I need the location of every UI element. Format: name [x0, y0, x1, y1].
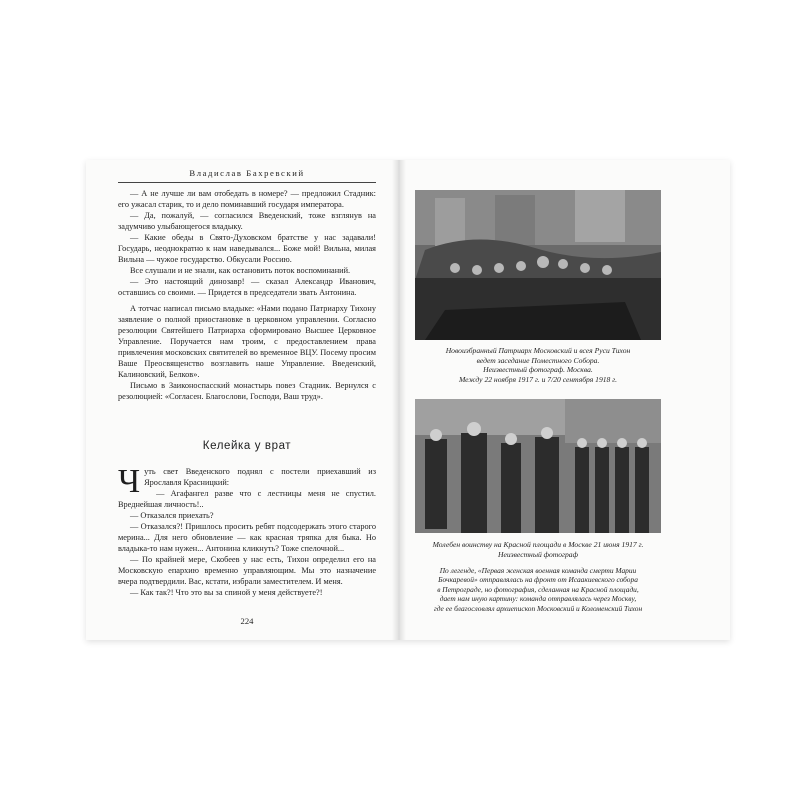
header-rule	[118, 182, 376, 183]
right-page	[412, 190, 664, 613]
running-head: Владислав Бахревский	[189, 168, 305, 178]
note-line: По легенде, «Первая женская военная команда смерти Марии	[439, 566, 637, 575]
photo-caption	[412, 346, 664, 384]
paragraph: — Это настоящий динозавр! — сказал Александр Иванович, оставшись со своими. — Придется в председатели звать Антонина.	[118, 277, 376, 297]
photo-sobor	[415, 190, 661, 340]
paragraph: — Агафангел разве что с лестницы меня не спустил. Вреднейшая личность!..	[118, 489, 376, 509]
paragraph: — Как так?! Что это вы за спиной у меня действуете?!	[130, 588, 323, 597]
caption-line: Неизвестный фотограф. Москва.	[483, 365, 593, 375]
section-text	[118, 463, 376, 598]
body-text	[118, 188, 376, 402]
note-line: где ее благословлял архиепископ Московский и Коломенский Тихон	[433, 603, 643, 613]
paragraph-text: уть свет Введенского поднял с постели приехавший из Ярославля Красницкий:	[144, 467, 376, 487]
page-number: 224	[240, 616, 254, 626]
drop-cap: Ч	[118, 463, 141, 500]
paragraph: Письмо в Заиконоспасский монастырь повез Стадник. Вернулся с резолюцией: «Согласен. Благослови, Господи, Ваш труд».	[118, 381, 376, 401]
photo-caption	[412, 540, 664, 559]
caption-line: Неизвестный фотограф	[498, 549, 578, 559]
paragraph: Все слушали и не знали, как остановить поток воспоминаний.	[130, 266, 351, 275]
photo-note	[412, 566, 664, 613]
note-line: Бочкаревой» отправлялась на фронт от Исаакиевского собора	[438, 575, 638, 585]
paragraph: — А не лучше ли вам отобедать в номере? — предложил Стадник: его ужасал старик, то и дело поминавший государя императора.	[118, 189, 376, 209]
caption-line: Новоизбранный Патриарх Московский и всея Руси Тихон	[445, 346, 631, 355]
left-page	[118, 168, 376, 628]
paragraph: — Да, пожалуй, — согласился Введенский, тоже взглянув на задумчиво улыбающегося владыку.	[118, 211, 376, 231]
note-line: дает нам иную картину: команда отправлялась через Москву,	[439, 594, 637, 604]
caption-line: ведет заседание Поместного Собора.	[476, 355, 600, 365]
paragraph: — Какие обеды в Свято-Духовском братстве у нас задавали! Государь, неоднократно к нам наведывался... Боже мой! Вильна, милая Вильна — чужое государство. Обкусали Россию.	[118, 233, 376, 264]
caption-line: Между 22 ноября 1917 г. и 7/20 сентября 1918 г.	[458, 374, 618, 384]
paragraph: — По крайней мере, Скобеев у нас есть, Тихон определил его на Московскую епархию временно управляющим. Мы это назначение вчера подтвердили. Вас, кстати, избрали заместителем. И меня.	[118, 555, 376, 586]
caption-line: Молебен воинству на Красной площади в Москве 21 июня 1917 г.	[432, 540, 644, 549]
paragraph: — Отказался приехать?	[130, 511, 214, 520]
paragraph: — Отказался?! Пришлось просить ребят подсодержать этого старого мерина... Для него обновление — как красная тряпка для быка. Но владыка-то нам нужен... Антонина кликнуть? Тоже спелочной...	[118, 522, 376, 553]
photo-moleben	[415, 399, 661, 533]
paragraph: А тотчас написал письмо владыке: «Нами подано Патриарху Тихону заявление о полной приостановке в церковном управлении. Согласно резолюции Святейшего Патриарха сформировано Высшее Церковное Управление. Поручается нам троим, с предоставлением права привлечения московских святителей во временное ВЦУ. Посему просим Ваше Преосвященство возглавить наше Управление. Введенский, Калиновский, Белков».	[118, 304, 376, 379]
section-title: Келейка у врат	[202, 440, 292, 452]
note-line: в Петрограде, но фотография, сделанная на Красной площади,	[437, 584, 639, 594]
book-gutter	[392, 160, 406, 640]
